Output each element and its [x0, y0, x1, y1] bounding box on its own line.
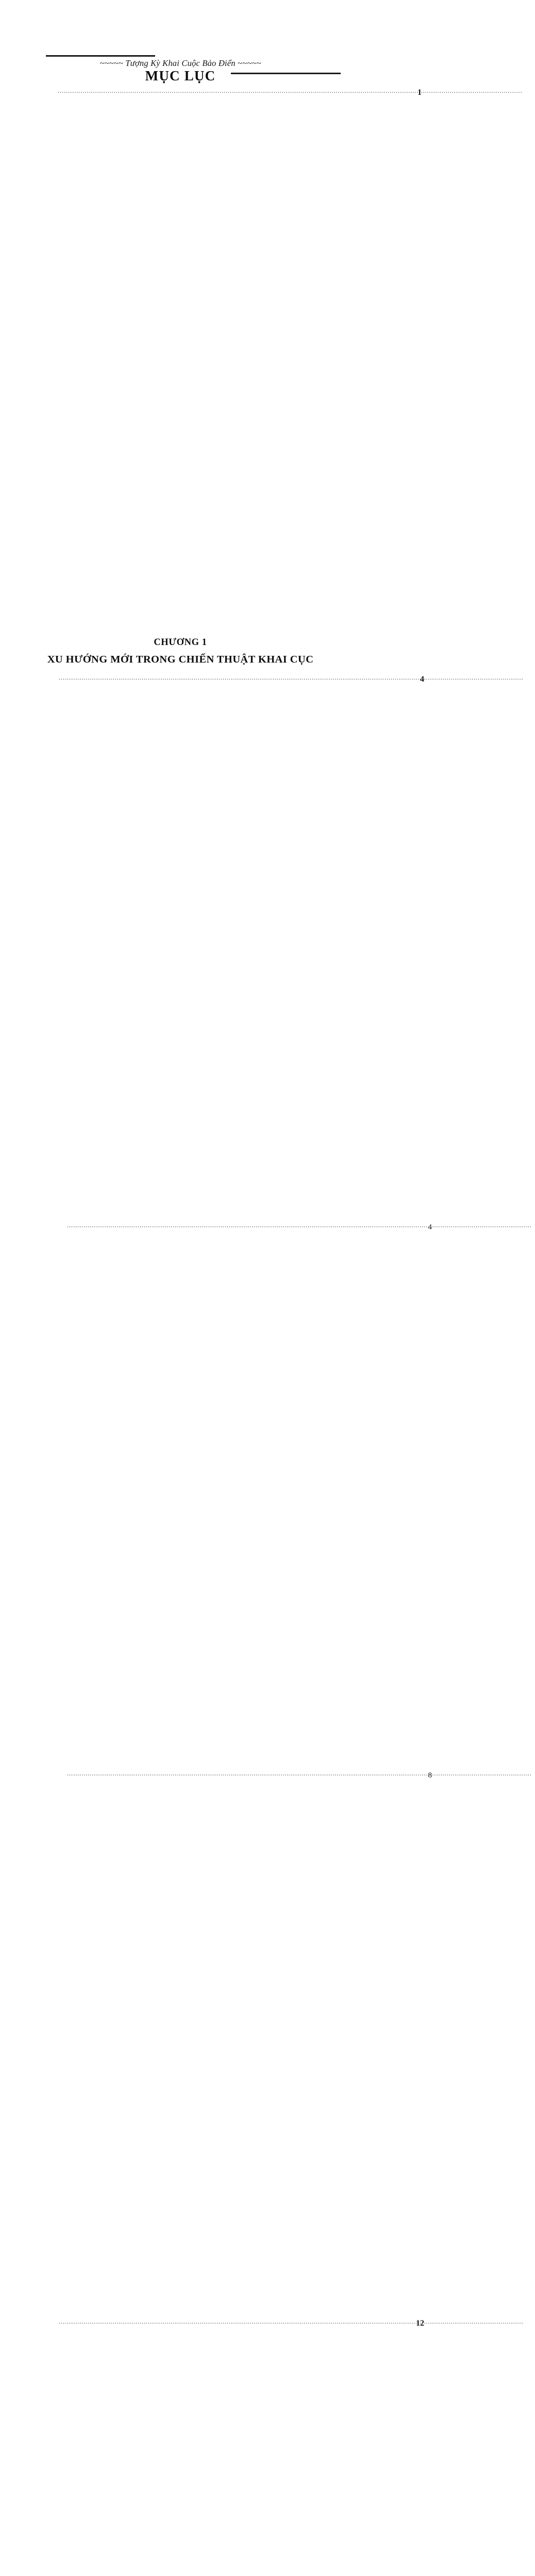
table-of-contents [0, 86, 432, 2576]
dot-leader [67, 1221, 71, 1229]
dot-leader [67, 1769, 71, 1777]
toc-entry-page: 8 [428, 1771, 432, 1780]
dot-leader [59, 673, 63, 682]
toc-entry-page: 4 [428, 1223, 432, 1231]
toc-row-section[interactable] [59, 673, 424, 1216]
dot-leader [59, 2317, 63, 2326]
toc-entry-page: 12 [416, 2318, 424, 2328]
toc-entry-page: 1 [417, 88, 422, 97]
running-header [0, 26, 361, 68]
chapter-title: XU HƯỚNG MỚI TRONG CHIẾN THUẬT KHAI CỤC [47, 653, 314, 665]
toc-row-section[interactable] [59, 2317, 424, 2576]
chapter-block-1 [0, 636, 361, 668]
toc-row-front-matter[interactable] [58, 87, 422, 630]
chapter-list [0, 636, 432, 2576]
page-title: MỤC LỤC [145, 68, 216, 83]
toc-entry-page: 4 [420, 674, 424, 684]
chapter-label: CHƯƠNG 1 [154, 637, 207, 648]
toc-row-entry[interactable] [67, 1221, 432, 1765]
toc-row-entry[interactable] [67, 1769, 432, 2313]
running-header-text: ~~~~~ Tượng Kỳ Khai Cuộc Bảo Điển ~~~~~ [99, 58, 261, 68]
header-rule-left [46, 55, 155, 57]
